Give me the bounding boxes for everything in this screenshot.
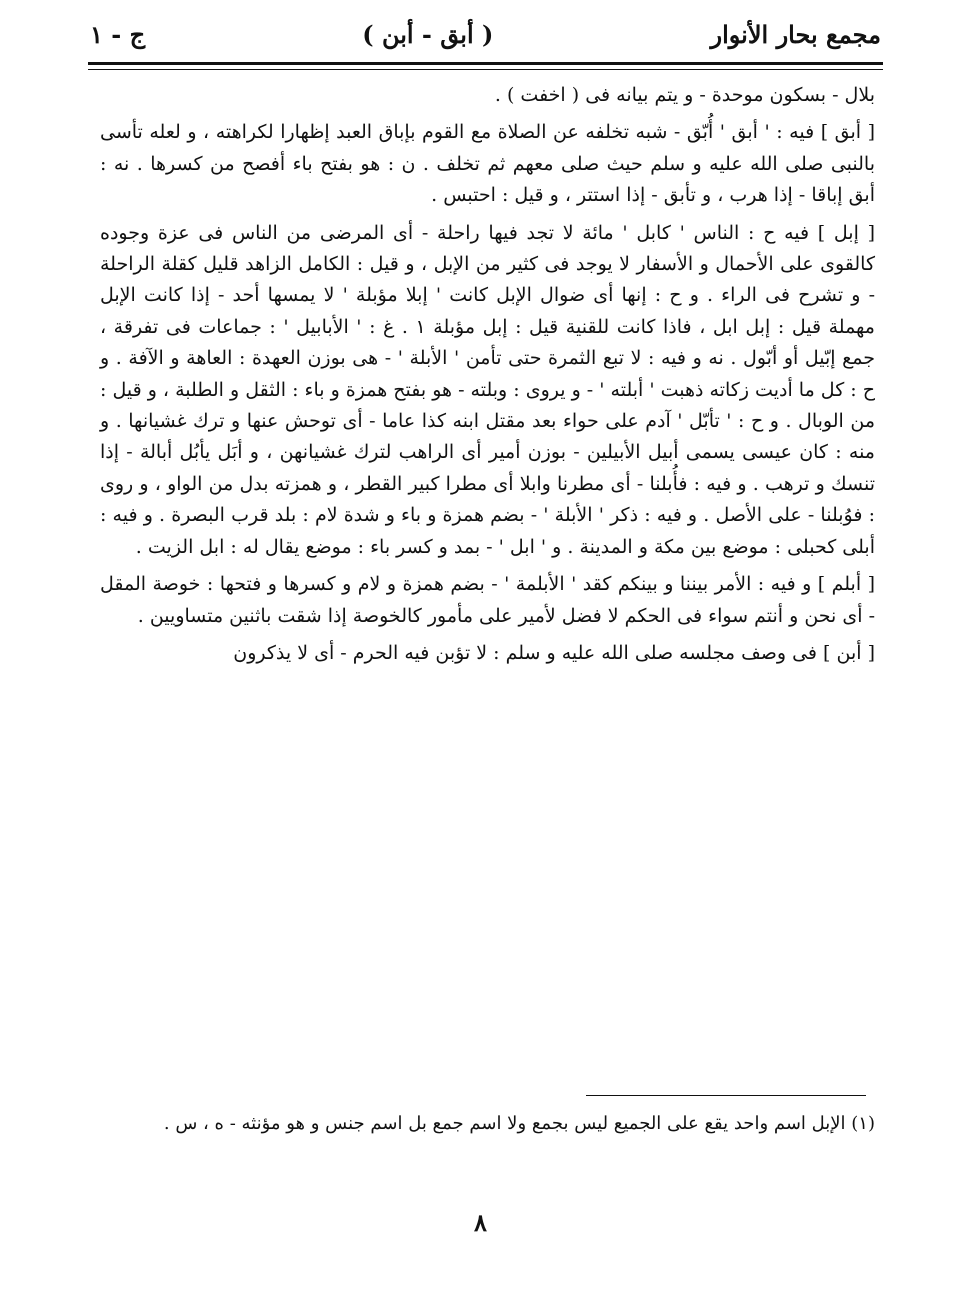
entry-aban: [ أبن ] فى وصف مجلسه صلى الله عليه و سلم : لا تؤبن فيه الحرم - أى لا يذكرون: [233, 641, 875, 664]
footnote: [100, 1108, 875, 1139]
page-number: ٨: [474, 1208, 487, 1237]
footnote-text: (١) الإبل اسم واحد يقع على الجميع ليس بجمع ولا اسم جمع بل اسم جنس و هو مؤنثه - ه ، س .: [163, 1113, 875, 1134]
header-rule-thin: [88, 69, 883, 70]
entry-ibil: [ إبل ] فيه ح : الناس ' كابل ' مائة لا تجد فيها راحلة - أى المرضى من الناس فى عزة وجوده كالقوى على الأحمال و الأسفار لا يوجد فى كثير من الإبل ، و قيل : الكامل الزاهد قليل كقلة الراحلة - و تشرح فى الراء . و ح : إنها أى ضوال الإبل كانت ' إبلا مؤبلة ' لا يمسها أحد - إذا كانت الإبل مهملة قيل : إبل ابل ، فاذا كانت للقنية قيل : إبل مؤبلة ١ . غ : ' الأبابيل ' : جماعات فى تفرقة ، جمع إبّيل أو أبّول . نه و فيه : لا تبع الثمرة حتى تأمن ' الأبلة ' - هى بوزن العهدة : العاهة و الآفة . و ح : كل ما أديت زكاته ذهبت ' أبلته ' - و يروى : وبلته - هو بفتح همزة و باء : الثقل و الطلبة ، و قيل : من الوبال . و ح : ' تأبّل ' آدم على حواء بعد مقتل ابنه كذا عاما - أى توحش عنها و ترك غشيانها . و منه : كان عيسى يسمى أبيل الأبيلين - بوزن أمير أى الراهب لترك غشيانهن ، و أبَل يأبُل أبالة - إذا تنسك و ترهب . و فيه : فأُبلنا - أى مطرنا وابلا أى مطرا كبير القطر ، و همزته بدل من الواو ، و روى : فوُبلنا - على الأصل . و فيه : ذكر ' الأبلة ' - بضم همزة و باء و شدة لام : بلد قرب البصرة . و فيه : أبلى كحبلى : موضع بين مكة و المدينة . و ' ابل ' - بمد و كسر باء : موضع يقال له : ابل الزيت .: [100, 221, 875, 558]
footnote-rule: [586, 1095, 866, 1096]
paragraph-bilal: بلال - بسكون موحدة - و يتم بيانه فى ( اخفت ) .: [494, 84, 875, 106]
main-text: [100, 80, 875, 669]
entry-ablam: [ أبلم ] و فيه : الأمر بيننا و بينكم كقد ' الأبلمة ' - بضم همزة و لام و كسرها و فتحها : خوصة المقل - أى نحن و أنتم سواء فى الحكم لا فضل لأمير على مأمور كالخوصة إذا شقت باثنين متساويين .: [100, 573, 875, 627]
volume-number: ج - ١: [90, 19, 146, 49]
header-rule-thick: [88, 62, 883, 65]
running-header: [90, 12, 881, 56]
entry-range: ( أبق - أبن ): [362, 19, 494, 49]
book-title: مجمع بحار الأنوار: [710, 19, 881, 49]
entry-abaq: [ أبق ] فيه : ' أبق ' أُبّق - شبه تخلفه عن الصلاة مع القوم بإباق العبد إظهارا لكراهته ، و لعله تأسى بالنبى صلى الله عليه و سلم حيث صلى معهم ثم تخلف . ن : هو بفتح باء أفصح من كسرها . نه : أبق إباقا - إذا هرب ، و تأبق - إذا استتر ، و قيل : احتبس .: [100, 121, 875, 207]
